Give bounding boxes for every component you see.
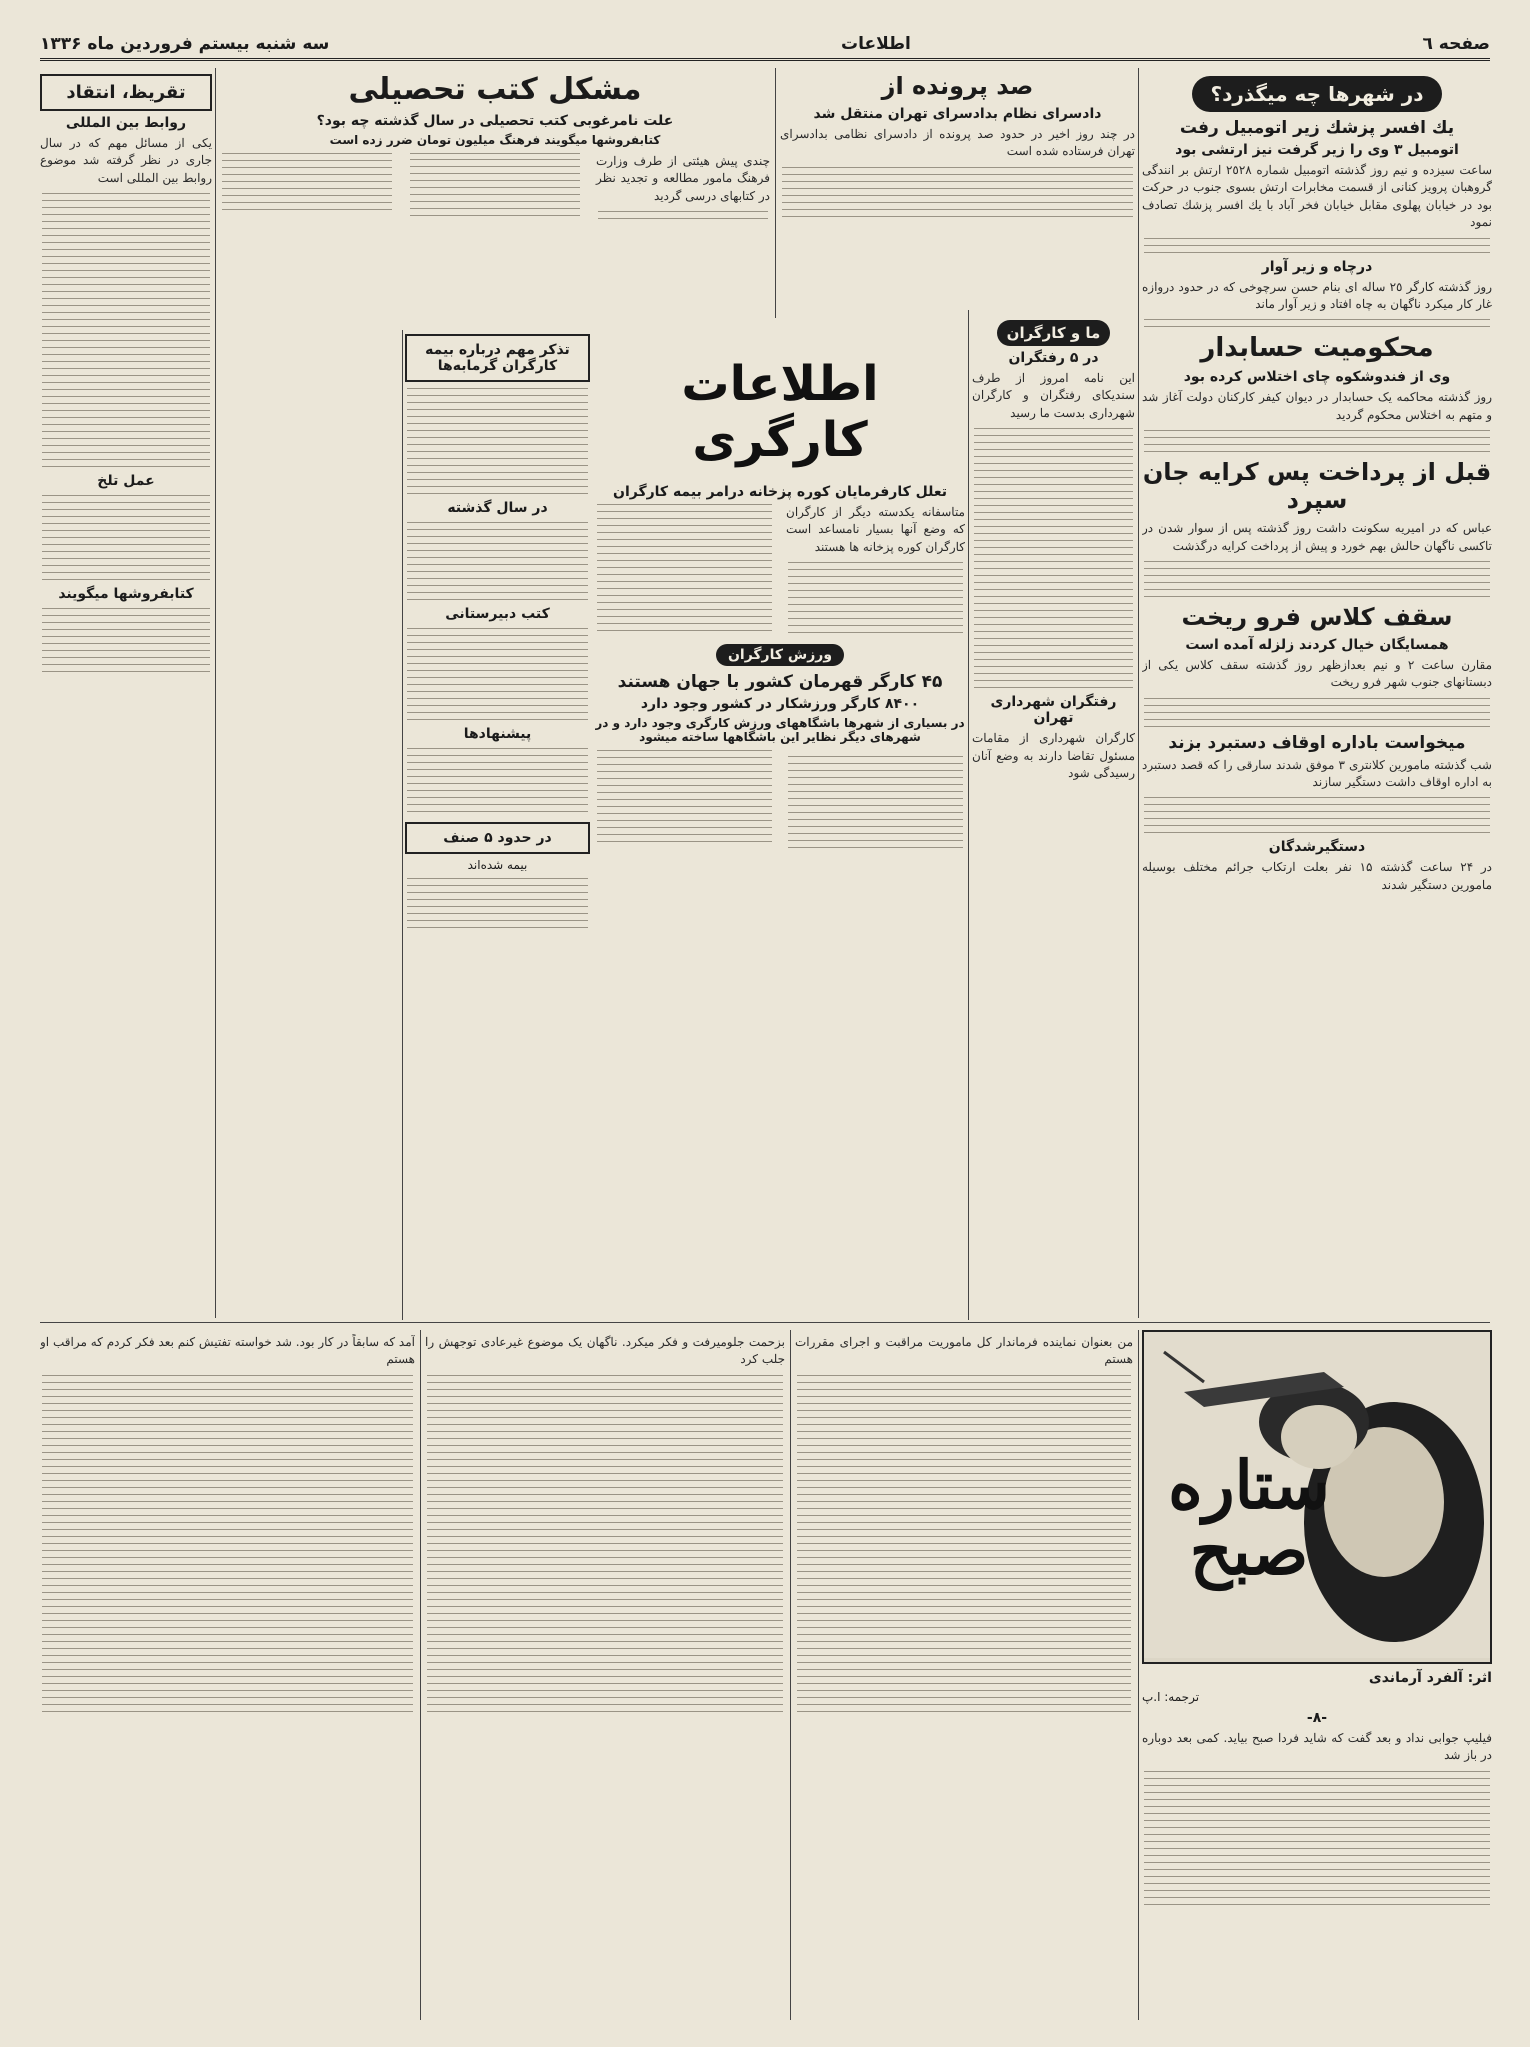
lead-text: متاسفانه یکدسته دیگر از کارگران که وضع آنها بسیار نامساعد است کارگران کوره پزخانه ها هستند — [786, 505, 965, 554]
story-text: روز گذشته کارگر ٢٥ ساله ای بنام حسن سرچوخی که در حدود دروازه غار کار میکرد ناگهان به چاه افتاد و زیر آوار ماند — [1142, 279, 1492, 311]
story-headline: یك افسر پزشك زیر اتومبیل رفت — [1179, 118, 1455, 138]
article-text: چندی پیش هیئتی از طرف وزارت فرهنگ مامور مطالعه و تجدید نظر در کتابهای درسی گردید — [596, 154, 770, 203]
serial-text: بزحمت جلومیرفت و فکر میکرد. ناگهان یک موضوع غیرعادی توجهش را جلب کرد — [425, 1335, 785, 1367]
column-rule — [402, 330, 403, 1320]
page-number: صفحه ٦ — [1422, 34, 1490, 54]
workers-column — [972, 316, 1135, 1316]
story-headline: در ۵ رفتگران — [1008, 350, 1099, 366]
story-headline: محکومیت حسابدار — [1200, 333, 1434, 364]
story-text: کارگران شهرداری از مقامات مسئول تقاضا دارند به وضع آنان رسیدگی شود — [972, 731, 1135, 780]
story-headline: قبل از پرداخت پس کرایه جان سپرد — [1142, 458, 1492, 515]
sports-subhead-2: در بسیاری از شهرها باشگاههای ورزش کارگری وجود دارد و در شهرهای دیگر نظایر این باشگاهها ساخته میشود — [595, 716, 965, 745]
section-subheading: بیمه شده‌اند — [467, 858, 528, 872]
critique-column — [40, 70, 212, 1315]
column-rule — [215, 68, 216, 1318]
story-text: عباس که در امیریه سکونت داشت روز گذشته پس از سوار شدن در تاکسی ناگهان حالش بهم خورد و پیش از پرداخت کرایه درگذشت — [1142, 521, 1492, 553]
story-text: در چند روز اخیر در حدود صد پرونده از دادسرای نظامی بدادسرای تهران فرستاده شده است — [780, 127, 1135, 159]
serial-column-a — [795, 1334, 1133, 2020]
section-heading: در حدود ۵ صنف — [405, 822, 590, 854]
lead-headline: تعلل کارفرمایان کوره پزخانه درامر بیمه کارگران — [613, 484, 947, 500]
sports-badge: ورزش کارگران — [716, 644, 844, 666]
bathhouse-insurance-column — [405, 330, 590, 1315]
column-rule — [1138, 1330, 1139, 2020]
serial-column-c — [40, 1334, 415, 2020]
column-rule — [790, 1330, 791, 2020]
serial-illustration — [1142, 1330, 1492, 1664]
serial-translator: ترجمه: ا.پ — [1142, 1690, 1200, 1704]
workers-news-logo: اطلاعات کارگری — [681, 356, 879, 468]
critique-badge: تقریظ، انتقاد — [40, 74, 212, 111]
story-headline: رفتگران شهرداری تهران — [990, 694, 1117, 727]
serial-episode: -٨- — [1306, 1710, 1328, 1726]
column-rule — [1138, 68, 1139, 1318]
workers-news-section — [595, 330, 965, 1315]
story-headline: صد پرونده از — [881, 72, 1034, 100]
city-news-column — [1142, 70, 1492, 1315]
story-text: شب گذشته مامورین کلانتری ۳ موفق شدند سارقی را که قصد دستبرد به اداره اوقاف داشت دستگیر سازند — [1142, 757, 1492, 790]
story-headline: کتابفروشها میگویند — [58, 586, 194, 603]
story-headline: عمل تلخ — [97, 473, 155, 490]
story-text: روز گذشته محاکمه یک حسابدار در دیوان کیفر کارکنان دولت آغاز شد و متهم به اختلاس محکوم گردید — [1142, 390, 1492, 422]
serial-text: آمد که سابقاً در کار بود. شد خواسته تفتیش کنم بعد فکر کردم که مراقب او هستم — [40, 1335, 415, 1367]
serial-title: ستاره صبح — [1168, 1446, 1330, 1590]
city-news-badge: در شهرها چه میگذرد؟ — [1192, 76, 1441, 112]
section-rule — [40, 1322, 1490, 1323]
story-subhead: همسایگان خیال کردند زلزله آمده است — [1185, 636, 1449, 653]
textbooks-article — [220, 70, 770, 325]
column-rule — [775, 68, 776, 318]
sports-subhead: ۸۴۰۰ کارگر ورزشکار در کشور وجود دارد — [640, 696, 920, 713]
story-headline: سقف کلاس فرو ریخت — [1181, 602, 1453, 631]
serial-text: فیلیپ جوابی نداد و بعد گفت که شاید فردا صبح بیاید. کمی بعد دوباره در باز شد — [1142, 1731, 1492, 1763]
story-subhead: وی از فندوشکوه چای اختلاس کرده بود — [1183, 369, 1451, 386]
section-heading: در سال گذشته — [447, 500, 548, 516]
serial-text: من بعنوان نماینده فرماندار کل ماموریت مراقبت و اجرای مقررات هستم — [795, 1335, 1133, 1367]
workers-badge: ما و کارگران — [997, 320, 1111, 346]
sports-headline: ۴۵ کارگر قهرمان کشور با جهان هستند — [617, 672, 943, 693]
section-heading: کتب دبیرستانی — [445, 606, 550, 622]
story-subhead: دادسرای نظام بدادسرای تهران منتقل شد — [813, 106, 1102, 122]
story-text: یکی از مسائل مهم که در سال جاری در نظر گرفته شد موضوع روابط بین المللی است — [40, 136, 212, 185]
column-rule — [968, 310, 969, 1320]
story-subhead: اتومبیل ٣ وی را زیر گرفت نیز ارتشی بود — [1175, 142, 1459, 158]
story-text: مقارن ساعت ۲ و نیم بعدازظهر روز گذشته سقف کلاس یکی از دبستانهای جنوب شهر فرو ریخت — [1142, 657, 1492, 690]
serial-author: اثر: آلفرد آرماندی — [1368, 1670, 1492, 1686]
story-text: در ۲۴ ساعت گذشته ۱۵ نفر بعلت ارتکاب جرائم مختلف بوسیله مامورین دستگیر شدند — [1142, 860, 1492, 892]
story-text: این نامه امروز از طرف سندیکای رفتگران و کارگران شهرداری بدست ما رسید — [972, 371, 1135, 420]
dossier-column — [780, 70, 1135, 310]
article-title: مشکل کتب تحصیلی — [348, 72, 642, 107]
column-rule — [420, 1330, 421, 2020]
story-headline: درچاه و زیر آوار — [1261, 258, 1373, 275]
story-headline: تذکر مهم درباره بیمه کارگران گرمابه‌ها — [405, 334, 590, 382]
page-header — [40, 30, 1490, 61]
section-heading: پیشنهادها — [463, 726, 532, 742]
article-subtitle: علت نامرغوبی کتب تحصیلی در سال گذشته چه بود؟ — [316, 113, 674, 129]
serial-illustration-column — [1142, 1330, 1492, 2020]
serial-column-b — [425, 1334, 785, 2020]
article-subtitle-2: کتابفروشها میگویند فرهنگ میلیون تومان ضرر زده است — [329, 133, 661, 147]
story-text: ساعت سیزده و نیم روز گذشته اتومبیل شماره ٢٥٢٨ ارتش بر انندگی گروهبان پرویز کنانی از قسمت مخابرات ارتش بسوی جنوب در حرکت بود در خیابان پهلوی مقابل خیابان فخر آباد با یك افسر پزشك تصادف نمود — [1142, 163, 1492, 230]
paper-name: اطلاعات — [840, 34, 911, 54]
story-headline: میخواست باداره اوقاف دستبرد بزند — [1168, 732, 1466, 753]
story-headline: روابط بین المللی — [65, 115, 187, 131]
story-headline: دستگیرشدگان — [1268, 839, 1366, 856]
issue-date: سه شنبه بیستم فروردین ماه ۱۳۳۶ — [40, 34, 330, 54]
